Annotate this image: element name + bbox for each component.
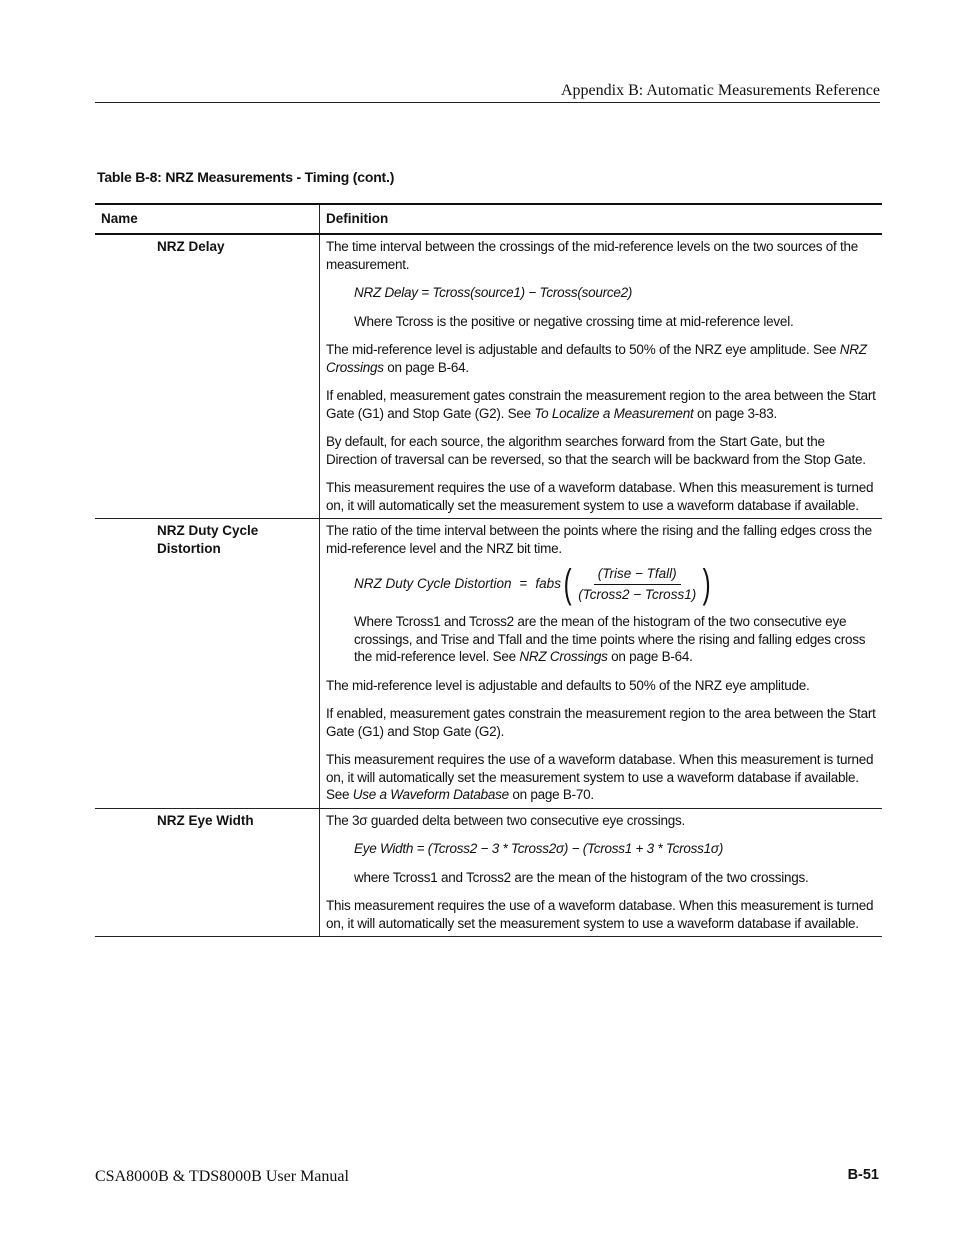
cross-reference-link[interactable]: Use a Waveform Database: [352, 787, 509, 802]
page-number: B-51: [847, 1167, 879, 1183]
fraction: [574, 565, 700, 603]
definition-text: This measurement requires the use of a waveform database. When this measurement is turned on, it will automatically set the measurement system to use a waveform database if available.: [326, 898, 874, 931]
formula: NRZ Duty Cycle Distortion = fabs ( $\frac{\text{(Trise − Tfall)}}{\text{(Tcross2 − Tcross1)}}$ ): [354, 562, 711, 606]
formula-explanation: where Tcross1 and Tcross2 are the mean of the histogram of the two crossings.: [354, 869, 809, 885]
formula: NRZ Delay = Tcross(source1) − Tcross(source2): [354, 285, 633, 300]
row-name: NRZ Eye Width: [157, 812, 254, 828]
row-definition: [319, 519, 882, 808]
header-rule: [95, 102, 880, 103]
definition-text: This measurement requires the use of a waveform database. When this measurement is turned on, it will automatically set the measurement system to use a waveform database if available.: [326, 480, 874, 513]
definition-text: If enabled, measurement gates constrain the measurement region to the area between the Start Gate (G1) and Stop Gate (G2). See To Localize a Measurement on page 3-83.: [326, 388, 876, 421]
running-header: Appendix B: Automatic Measurements Reference: [560, 82, 880, 99]
measurements-table: [95, 203, 882, 937]
table-row: [95, 235, 882, 519]
cross-reference-link[interactable]: NRZ Crossings: [519, 649, 608, 664]
formula: Eye Width = (Tcross2 − 3 * Tcross2σ) − (Tcross1 + 3 * Tcross1σ): [354, 841, 724, 856]
cross-reference-link[interactable]: NRZ Crossings: [326, 342, 867, 375]
definition-text: If enabled, measurement gates constrain the measurement region to the area between the Start Gate (G1) and Stop Gate (G2).: [326, 706, 876, 739]
manual-title: CSA8000B & TDS8000B User Manual: [95, 1168, 349, 1185]
row-name: NRZ Duty Cycle Distortion: [157, 523, 259, 556]
formula-explanation: Where Tcross1 and Tcross2 are the mean of the histogram of the two consecutive eye crossings, and Trise and Tfall and the time points where the rising and falling edges cross the mid-reference level. See NRZ Crossings on page B-64.: [354, 614, 866, 664]
definition-text: The 3σ guarded delta between two consecutive eye crossings.: [326, 812, 686, 828]
definition-text: The time interval between the crossings of the mid-reference levels on the two sources of the measurement.: [326, 239, 859, 272]
row-definition: [319, 235, 882, 518]
table-row: [95, 519, 882, 809]
definition-text: The ratio of the time interval between the points where the rising and the falling edges cross the mid-reference level and the NRZ bit time.: [326, 523, 872, 556]
cross-reference-link[interactable]: To Localize a Measurement: [534, 405, 694, 421]
definition-text: By default, for each source, the algorithm searches forward from the Start Gate, but the Direction of traversal can be reversed, so that the search will be backward from the Stop Gate.: [326, 434, 866, 467]
definition-text: The mid-reference level is adjustable and defaults to 50% of the NRZ eye amplitude.: [326, 677, 810, 693]
fraction-numerator: (Trise − Tfall): [594, 565, 681, 585]
table-header-row: [95, 205, 882, 235]
row-name: NRZ Delay: [157, 239, 225, 254]
row-definition: [319, 809, 882, 937]
definition-text: This measurement requires the use of a waveform database. When this measurement is turned on, it will automatically set the measurement system to use a waveform database if available. See Use a Waveform Database on page B-70.: [326, 752, 874, 802]
fraction-denominator: (Tcross2 − Tcross1): [578, 586, 697, 602]
formula-explanation: Where Tcross is the positive or negative crossing time at mid-reference level.: [354, 313, 794, 329]
definition-text: The mid-reference level is adjustable and defaults to 50% of the NRZ eye amplitude. See NRZ Crossings on page B-64.: [326, 342, 867, 375]
column-header-definition: Definition: [319, 205, 882, 233]
table-caption: Table B-8: NRZ Measurements - Timing (cont.): [97, 169, 395, 185]
column-header-name: Name: [101, 211, 138, 226]
table-row: [95, 809, 882, 938]
